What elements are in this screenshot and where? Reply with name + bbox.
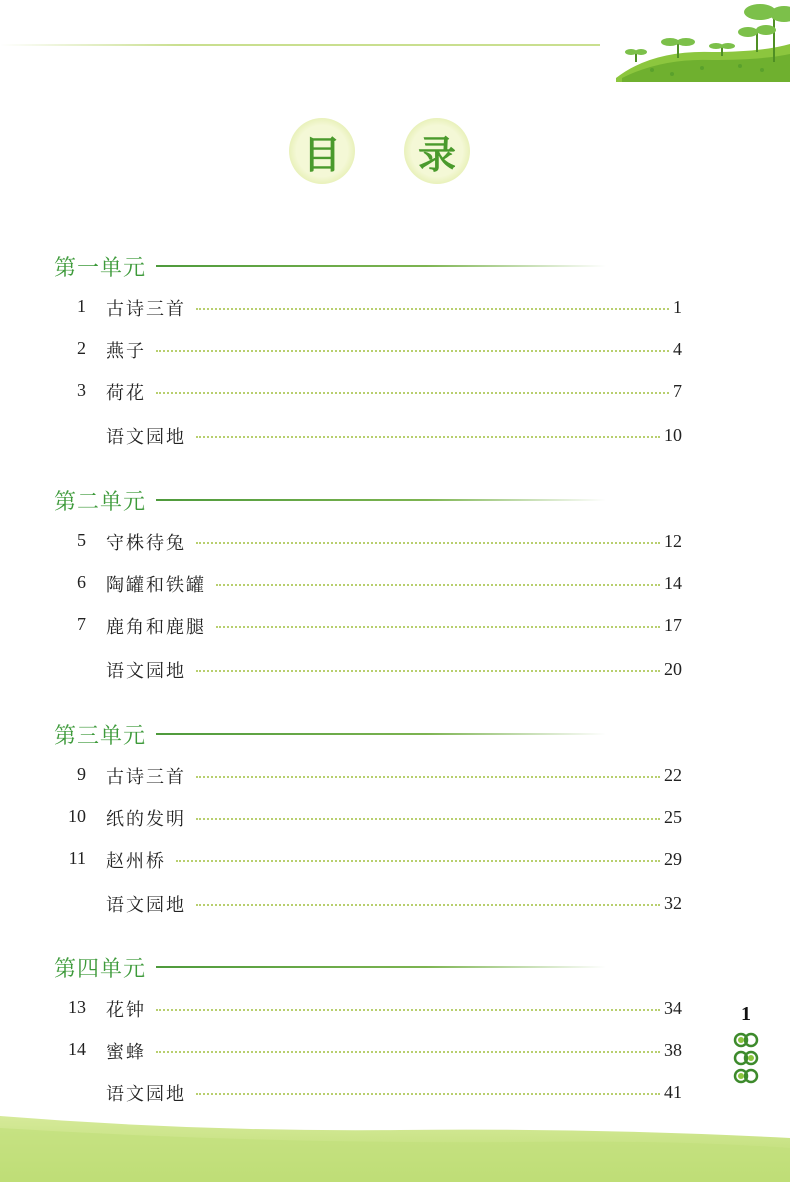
leader-dots [176,860,660,862]
entry-page: 4 [673,339,682,359]
leaf-ornament-icon [733,1028,759,1086]
unit-title: 第二单元 [54,489,147,515]
entry-title: 燕子 [106,337,154,363]
entry-number: 5 [77,530,86,550]
entry-number: 9 [77,764,86,784]
toc-entry[interactable] [0,294,790,320]
leader-dots [196,542,660,544]
unit-rule [156,733,606,735]
toc-entry[interactable] [0,995,790,1021]
entry-title: 蜜蜂 [106,1038,154,1064]
title-char-1: 目 [289,118,355,184]
leader-dots [156,350,669,352]
unit-rule [156,499,606,501]
title-char-2: 录 [404,118,470,184]
leader-dots [216,584,660,586]
entry-number: 7 [77,614,86,634]
entry-title: 花钟 [106,996,154,1022]
toc-entry[interactable] [0,422,790,448]
unit-title: 第三单元 [54,723,147,749]
leader-dots [196,904,660,906]
unit-heading [54,720,606,748]
unit-title: 第四单元 [54,956,147,982]
toc-entry[interactable] [0,804,790,830]
unit-title: 第一单元 [54,255,147,281]
entry-page: 1 [673,297,682,317]
grass-band [0,1108,790,1182]
entry-page: 34 [664,998,682,1018]
entry-title: 赵州桥 [106,847,174,873]
entry-page: 22 [664,765,682,785]
entry-page: 29 [664,849,682,869]
entry-number: 2 [77,338,86,358]
leader-dots [196,1093,660,1095]
entry-title: 语文园地 [106,1080,194,1106]
entry-number: 11 [68,848,86,868]
entry-title: 语文园地 [106,891,194,917]
entry-title: 古诗三首 [106,295,194,321]
page-number: 1 [741,1003,751,1025]
entry-page: 14 [664,573,682,593]
unit-heading [54,953,606,981]
toc-entry[interactable] [0,846,790,872]
entry-title: 语文园地 [106,423,194,449]
entry-number: 14 [68,1039,86,1059]
leader-dots [196,670,660,672]
sprouts-on-hill-icon [612,0,790,82]
entry-page: 10 [664,425,682,445]
unit-rule [156,966,606,968]
leader-dots [196,308,669,310]
toc-entry[interactable] [0,336,790,362]
entry-title: 古诗三首 [106,763,194,789]
top-border-line [0,44,600,46]
toc-entry[interactable] [0,570,790,596]
entry-title: 守株待兔 [106,529,194,555]
entry-title: 纸的发明 [106,805,194,831]
leader-dots [196,436,660,438]
entry-title: 鹿角和鹿腿 [106,613,214,639]
toc-entry[interactable] [0,890,790,916]
unit-heading [54,486,606,514]
leader-dots [196,818,660,820]
toc-entry[interactable] [0,1037,790,1063]
toc-entry[interactable] [0,762,790,788]
entry-title: 陶罐和铁罐 [106,571,214,597]
entry-page: 12 [664,531,682,551]
toc-entry[interactable] [0,612,790,638]
leader-dots [156,1051,660,1053]
entry-page: 38 [664,1040,682,1060]
toc-entry[interactable] [0,378,790,404]
unit-rule [156,265,606,267]
entry-number: 3 [77,380,86,400]
entry-number: 1 [77,296,86,316]
entry-page: 41 [664,1082,682,1102]
leader-dots [216,626,660,628]
toc-entry[interactable] [0,1079,790,1105]
unit-heading [54,252,606,280]
leader-dots [156,1009,660,1011]
entry-page: 17 [664,615,682,635]
entry-title: 荷花 [106,379,154,405]
toc-entry[interactable] [0,656,790,682]
toc-entry[interactable] [0,528,790,554]
leader-dots [196,776,660,778]
entry-number: 6 [77,572,86,592]
entry-title: 语文园地 [106,657,194,683]
entry-page: 25 [664,807,682,827]
leader-dots [156,392,669,394]
entry-page: 20 [664,659,682,679]
entry-number: 13 [68,997,86,1017]
entry-number: 10 [68,806,86,826]
toc-title [0,118,790,188]
entry-page: 7 [673,381,682,401]
entry-page: 32 [664,893,682,913]
